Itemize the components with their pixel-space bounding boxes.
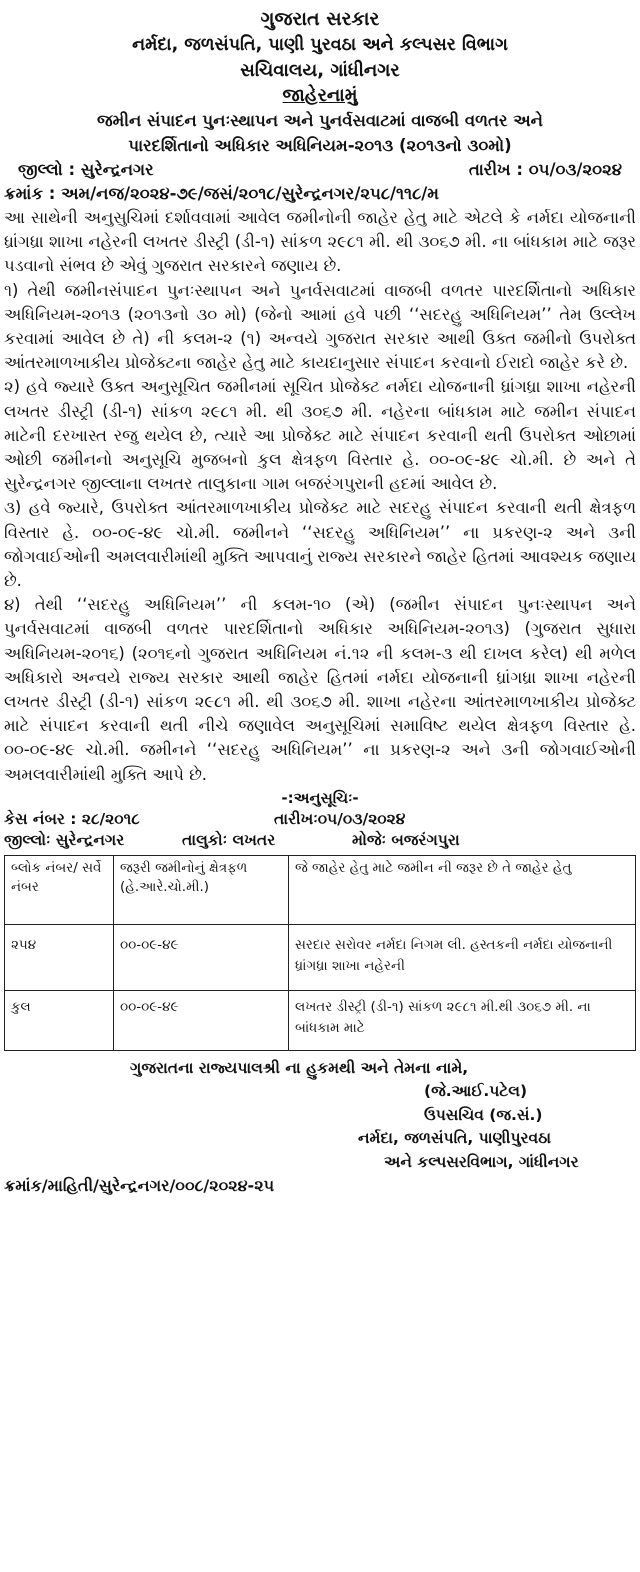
district-label: જીલ્લો : સુરેન્દ્રનગર — [18, 160, 154, 179]
schedule-heading: -:અનુસૂચિઃ- — [281, 788, 359, 807]
purpose-cell: સરદાર સરોવર નર્મદા નિગમ લી. હસ્તકની નર્મદા યોજનાની ધ્રાંગધ્રા શાખા નહેરની — [289, 924, 636, 990]
total-area-cell: ૦૦-૦૯-૪૯ — [114, 990, 289, 1050]
signatory-department-line2: અને કલ્પસરવિભાગ, ગાંધીનગર — [384, 1152, 579, 1171]
col-purpose: જે જાહેર હેતુ માટે જમીન ની જરૂર છે તે જાહેર હેતુ — [289, 855, 636, 924]
paragraph-3: ૩) હવે જ્યારે, ઉપરોક્ત આંતરમાળખાકીય પ્રોજેક્ટ માટે સદરહુ સંપાદન કરવાની થતી ક્ષેત્રફળ વિસ્તાર હે. ૦૦-૦૯-૪૯ ચો.મી. જમીનને ‘‘સદરહુ અધિનિયમ’’ ના પ્રકરણ-૨ અને ૩ની જોગવાઈઓની અમલવારીમાંથી મુક્તિ આપવાનું રાજ્ય સરકારને જાહેર હિતમાં આવશ્યક જણાય છે. — [4, 498, 636, 591]
col-area: જરૂરી જમીનોનું ક્ષેત્રફળ (હે.આરે.ચો.મી.) — [114, 855, 289, 924]
case-number: કેસ નંબર : ૨૮/૨૦૧૮ — [4, 809, 140, 828]
schedule-table — [4, 855, 636, 1051]
case-date: તારીખઃ૦૫/૦૩/૨૦૨૪ — [274, 809, 406, 828]
table-row — [5, 990, 636, 1050]
government-title: ગુજરાત સરકાર — [260, 8, 380, 30]
purpose-cell: લખતર ડીસ્ટ્રી (ડી-૧) સાંકળ ૨૯૮૧ મી.થી ૩૦૬૭ મી. ના બાંધકામ માટે — [289, 990, 636, 1050]
signatory-department-line1: નર્મદા, જળસંપતિ, પાણીપુરવઠા — [358, 1129, 552, 1148]
schedule-location-row — [4, 830, 636, 851]
col-block-number: બ્લોક નંબર/ સર્વે નંબર — [5, 855, 114, 924]
schedule-village: મોજેઃ બજરંગપુરા — [352, 830, 460, 849]
signatory-name: (જે.આઈ.પટેલ) — [424, 1082, 528, 1101]
schedule-taluka: તાલુકોઃ લખતર — [182, 830, 276, 849]
place-title: સચિવાલય, ગાંધીનગર — [240, 60, 400, 81]
table-row — [5, 924, 636, 990]
area-cell: ૦૦-૦૯-૪૯ — [114, 924, 289, 990]
notice-page — [4, 6, 636, 1568]
district-date-row — [4, 158, 636, 182]
notice-body — [4, 206, 636, 787]
signatory-title: ઉપસચિવ (જ.સં.) — [424, 1105, 543, 1124]
block-number-cell: ૨૫૪ — [5, 924, 114, 990]
act-title-line2: પારદર્શિતાનો અધિકાર અધિનિયમ-૨૦૧૩ (૨૦૧૩નો ૩૦મો) — [128, 136, 512, 155]
notice-heading: જાહેરનામું — [282, 85, 358, 106]
notice-date: તારીખ : ૦૫/૦૩/૨૦૨૪ — [468, 160, 622, 179]
intro-paragraph: આ સાથેની અનુસુચિમાં દર્શાવવામાં આવેલ જમીનોની જાહેર હેતુ માટે એટલે કે નર્મદા યોજનાની ધ્રાંગધ્રા શાખા નહેરની લખતર ડીસ્ટ્રી (ડી-૧) સાંકળ ૨૯૮૧ મી. થી ૩૦૬૭ મી. ના બાંધકામ માટે જરૂર પડવાનો સંભવ છે એવું ગુજરાત સરકારને જણાય છે. — [4, 208, 636, 276]
table-header-row — [5, 855, 636, 924]
act-title-line1: જમીન સંપાદન પુનઃસ્થાપન અને પુનર્વસવાટમાં વાજબી વળતર અને — [97, 111, 543, 130]
department-title: નર્મદા, જળસંપતિ, પાણી પુરવઠા અને કલ્પસર વિભાગ — [132, 35, 508, 55]
paragraph-2: ૨) હવે જ્યારે ઉક્ત અનુસૂચિત જમીનમાં સૂચિત પ્રોજેક્ટ નર્મદા યોજનાની ધ્રાંગધ્રા શાખા નહેરની લખતર ડીસ્ટ્રી (ડી-૧) સાંકળ ૨૯૮૧ મી. થી ૩૦૬૭ મી. નહેરના બાંધકામ માટે જમીન સંપાદન માટેની દરખાસ્ત રજુ થયેલ છે, ત્યારે આ પ્રોજેક્ટ માટે સંપાદન કરવાની થતી ઉપરોક્ત ઓછામાં ઓછી જમીનનો અનુસૂચિ મુજબનો કુલ ક્ષેત્રફળ વિસ્તાર હે. ૦૦-૦૯-૪૯ ચો.મી. છે અને તે સુરેન્દ્રનગર જીલ્લાના લખતર તાલુકાના ગામ બજરંગપુરાની હદમાં આવેલ છે. — [4, 377, 636, 494]
schedule-case-row — [4, 809, 636, 830]
paragraph-4: ૪) તેથી ‘‘સદરહુ અધિનિયમ’’ ની કલમ-૧૦ (એ) (જમીન સંપાદન પુનઃસ્થાપન અને પુનર્વસવાટમાં વાજબી વળતર પારદર્શિતાનો અધિકાર અધિનિયમ-૨૦૧૩) (ગુજરાત સુધારા અધિનિયમ-૨૦૧૬) (૨૦૧૬નો ગુજરાત અધિનિયમ નં.૧૨ ની કલમ-૩ થી દાખલ કરેલ) થી મળેલ અધિકારો અન્વયે રાજ્ય સરકાર આથી જાહેર હિતમાં નર્મદા યોજનાની ધ્રાંગધ્રા શાખા નહેરની લખતર ડીસ્ટ્રી (ડી-૧) સાંકળ ૨૯૮૧ મી. થી ૩૦૬૭ મી. શાખા નહેરના આંતરમાળખાકીય પ્રોજેક્ટ માટે સંપાદન કરવાની થતી નીચે જણાવેલ અનુસૂચિમાં સમાવિષ્ટ થયેલ ક્ષેત્રફળ વિસ્તાર હે. ૦૦-૦૯-૪૯ ચો.મી. જમીનને ‘‘સદરહુ અધિનિયમ’’ ના પ્રકરણ-૨ અને ૩ની જોગવાઈઓની અમલવારીમાંથી મુક્તિ આપે છે. — [4, 595, 636, 784]
footer-reference: ક્રમાંક/માહિતી/સુરેન્દ્રનગર/૦૦૮/૨૦૨૪-૨૫ — [4, 1176, 275, 1196]
schedule-district: જીલ્લોઃ સુરેન્દ્રનગર — [4, 830, 125, 849]
total-label-cell: કુલ — [5, 990, 114, 1050]
reference-number: ક્રમાંક : અમ/નજ/૨૦૨૪-૭૯/જસં/૨૦૧૮/સુરેન્દ્રનગર/૨૫૮/૧૧૮/મ — [4, 184, 439, 203]
signature-order-line: ગુજરાતના રાજ્યપાલશ્રી ના હુકમથી અને તેમના નામે, — [130, 1058, 469, 1077]
signature-block — [4, 1057, 636, 1175]
paragraph-1: ૧) તેથી જમીનસંપાદન પુનઃસ્થાપન અને પુનર્વસવાટમાં વાજબી વળતર પારદર્શિતાનો અધિકાર અધિનિયમ-૨૦૧૩ (૨૦૧૩નો ૩૦ મો) (જેનો આમાં હવે પછી ‘‘સદરહુ અધિનિયમ’’ તેમ ઉલ્લેખ કરવામાં આવેલ છે તે) ની કલમ-૨ (૧) અન્વયે ગુજરાત સરકાર આથી ઉક્ત જમીનો ઉપરોક્ત આંતરમાળખાકીય પ્રોજેક્ટના જાહેર હેતુ માટે કાયદાનુસાર સંપાદન કરવાનો ઈરાદો જાહેર કરે છે. — [4, 280, 636, 373]
